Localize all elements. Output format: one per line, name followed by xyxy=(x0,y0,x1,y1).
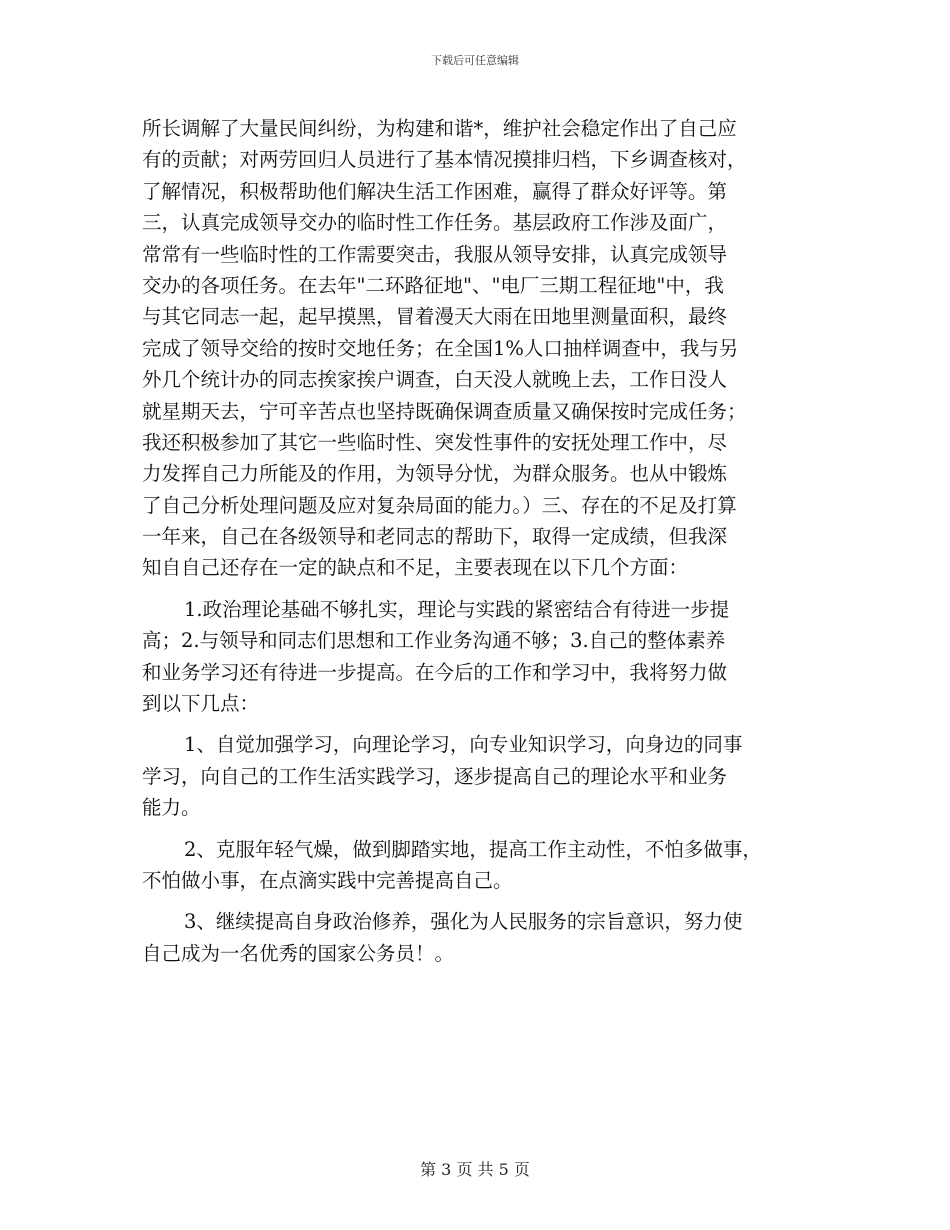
document-body xyxy=(142,113,814,969)
text-line: 高；2.与领导和同志们思想和工作业务沟通不够；3.自己的整体素养 xyxy=(142,629,726,653)
text-line: 1、自觉加强学习，向理论学习，向专业知识学习，向身边的同事 xyxy=(184,733,743,757)
text-line: 了解情况，积极帮助他们解决生活工作困难，赢得了群众好评等。第 xyxy=(142,179,728,203)
text-line: 学习，向自己的工作生活实践学习，逐步提高自己的理论水平和业务 xyxy=(142,764,728,788)
text-line: 一年来，自己在各级领导和老同志的帮助下，取得一定成绩，但我深 xyxy=(142,525,728,549)
paragraph-plan-1 xyxy=(142,729,814,823)
text-line: 能力。 xyxy=(142,796,201,820)
text-line: 3、继续提高自身政治修养，强化为人民服务的宗旨意识，努力使 xyxy=(184,910,743,934)
text-line: 常常有一些临时性的工作需要突击，我服从领导安排，认真完成领导 xyxy=(142,242,728,266)
text-line: 我还积极参加了其它一些临时性、突发性事件的安抚处理工作中，尽 xyxy=(142,430,728,454)
text-line: 外几个统计办的同志挨家挨户调查，白天没人就晚上去，工作日没人 xyxy=(142,368,728,392)
text-line: 知自自己还存在一定的缺点和不足，主要表现在以下几个方面： xyxy=(142,556,689,580)
text-line: 完成了领导交给的按时交地任务；在全国1%人口抽样调查中，我与另 xyxy=(142,336,739,360)
paragraph-intro xyxy=(142,113,814,584)
text-line: 1.政治理论基础不够扎实，理论与实践的紧密结合有待进一步提 xyxy=(184,597,730,621)
text-line: 2、克服年轻气燥，做到脚踏实地，提高工作主动性，不怕多做事， xyxy=(184,837,762,861)
text-line: 到以下几点： xyxy=(142,692,260,716)
text-line: 三，认真完成领导交办的临时性工作任务。基层政府工作涉及面广， xyxy=(142,211,728,235)
page-header: 下载后可任意编辑 xyxy=(431,54,519,67)
text-line: 有的贡献；对两劳回归人员进行了基本情况摸排归档，下乡调查核对， xyxy=(142,148,747,172)
text-line: 交办的各项任务。在去年"二环路征地"、"电厂三期工程征地"中，我 xyxy=(142,273,724,297)
text-line: 力发挥自己力所能及的作用，为领导分忧，为群众服务。也从中锻炼 xyxy=(142,462,728,486)
paragraph-shortcomings xyxy=(142,594,814,720)
page-number: 第 3 页 共 5 页 xyxy=(420,1160,530,1179)
paragraph-plan-3 xyxy=(142,906,814,969)
text-line: 不怕做小事，在点滴实践中完善提高自己。 xyxy=(142,868,513,892)
text-line: 和业务学习还有待进一步提高。在今后的工作和学习中，我将努力做 xyxy=(142,660,728,684)
text-line: 所长调解了大量民间纠纷，为构建和谐*，维护社会稳定作出了自己应 xyxy=(142,117,737,140)
text-line: 与其它同志一起，起早摸黑，冒着漫天大雨在田地里测量面积，最终 xyxy=(142,305,728,329)
text-line: 就星期天去，宁可辛苦点也坚持既确保调查质量又确保按时完成任务； xyxy=(142,399,747,423)
text-line: 自己成为一名优秀的国家公务员！。 xyxy=(142,941,455,965)
text-line: 了自己分析处理问题及应对复杂局面的能力。）三、存在的不足及打算 xyxy=(142,493,737,517)
paragraph-plan-2 xyxy=(142,834,814,897)
